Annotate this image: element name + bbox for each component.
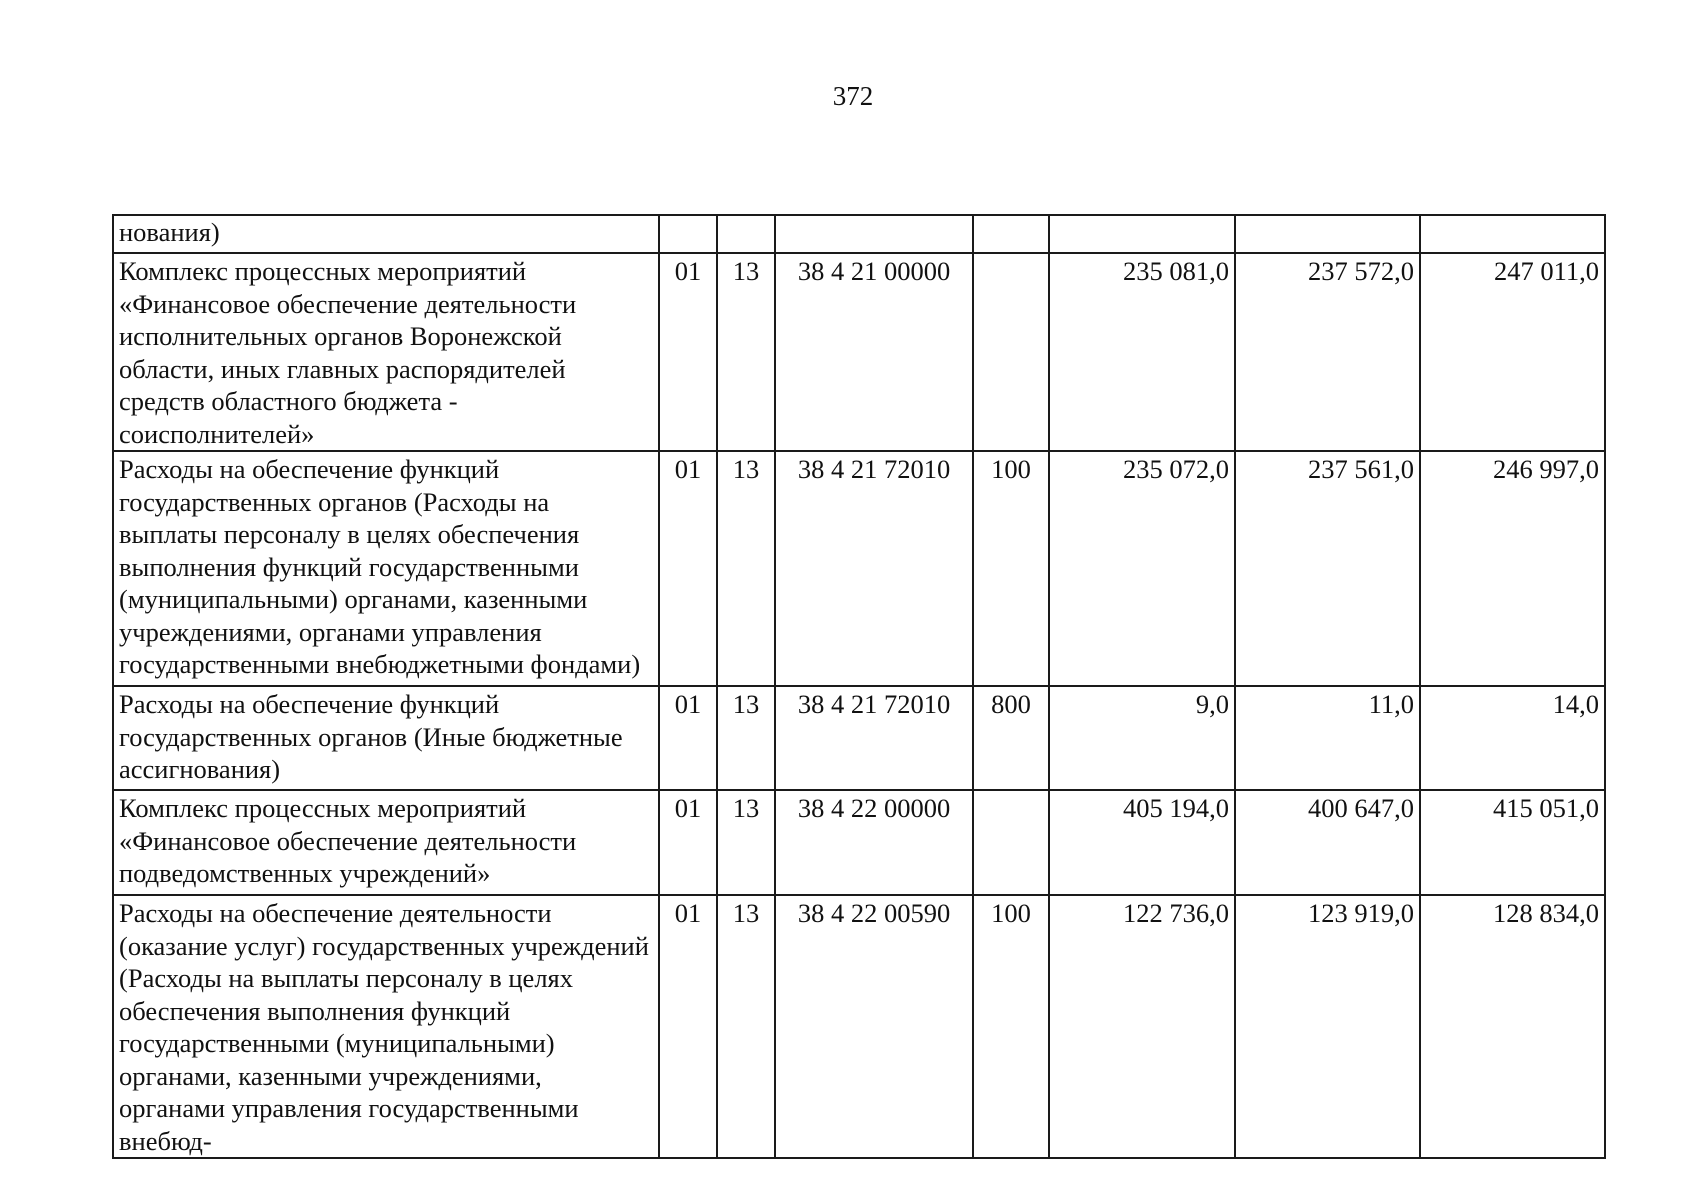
row-rz: 01 bbox=[659, 686, 717, 790]
row-csr: 38 4 21 72010 bbox=[775, 451, 973, 686]
row-sum-1: 235 081,0 bbox=[1049, 253, 1235, 451]
row-sum-3 bbox=[1420, 215, 1605, 253]
row-vr: 800 bbox=[973, 686, 1049, 790]
row-vr bbox=[973, 215, 1049, 253]
row-csr: 38 4 22 00000 bbox=[775, 790, 973, 895]
row-sum-2: 123 919,0 bbox=[1235, 895, 1420, 1158]
table-row bbox=[113, 790, 1605, 895]
row-sum-2 bbox=[1235, 215, 1420, 253]
row-description: Расходы на обеспечение функций государственных органов (Иные бюджетные ассигнования) bbox=[113, 686, 659, 790]
row-description: Расходы на обеспечение функций государственных органов (Расходы на выплаты персоналу в целях обеспечения выполнения функций государственными (муниципальными) органами, казенными учреждениями, органами управления государственными внебюджетными фондами) bbox=[113, 451, 659, 686]
row-sum-1: 122 736,0 bbox=[1049, 895, 1235, 1158]
table-row bbox=[113, 686, 1605, 790]
row-sum-3: 14,0 bbox=[1420, 686, 1605, 790]
row-csr: 38 4 22 00590 bbox=[775, 895, 973, 1158]
row-sum-3: 246 997,0 bbox=[1420, 451, 1605, 686]
table-row bbox=[113, 215, 1605, 253]
row-vr: 100 bbox=[973, 895, 1049, 1158]
page-number: 372 bbox=[832, 81, 874, 111]
row-sum-1: 405 194,0 bbox=[1049, 790, 1235, 895]
row-sum-1: 235 072,0 bbox=[1049, 451, 1235, 686]
row-rz: 01 bbox=[659, 895, 717, 1158]
row-sum-3: 415 051,0 bbox=[1420, 790, 1605, 895]
row-sum-2: 400 647,0 bbox=[1235, 790, 1420, 895]
row-sum-2: 237 561,0 bbox=[1235, 451, 1420, 686]
row-pr bbox=[717, 215, 775, 253]
row-pr: 13 bbox=[717, 451, 775, 686]
row-sum-1: 9,0 bbox=[1049, 686, 1235, 790]
row-sum-3: 247 011,0 bbox=[1420, 253, 1605, 451]
row-vr bbox=[973, 790, 1049, 895]
row-pr: 13 bbox=[717, 686, 775, 790]
row-vr bbox=[973, 253, 1049, 451]
row-csr: 38 4 21 72010 bbox=[775, 686, 973, 790]
row-pr: 13 bbox=[717, 790, 775, 895]
row-description: нования) bbox=[113, 215, 659, 253]
row-description: Расходы на обеспечение деятельности (оказание услуг) государственных учреждений (Расходы на выплаты персоналу в целях обеспечения выполнения функций государственными (муниципальными) органами, казенными учреждениями, органами управления государственными внебюд- bbox=[113, 895, 659, 1158]
row-pr: 13 bbox=[717, 895, 775, 1158]
row-sum-1 bbox=[1049, 215, 1235, 253]
row-rz: 01 bbox=[659, 790, 717, 895]
table-row bbox=[113, 451, 1605, 686]
row-rz bbox=[659, 215, 717, 253]
row-csr: 38 4 21 00000 bbox=[775, 253, 973, 451]
table-row bbox=[113, 895, 1605, 1158]
row-sum-2: 237 572,0 bbox=[1235, 253, 1420, 451]
row-rz: 01 bbox=[659, 451, 717, 686]
budget-table bbox=[112, 214, 1606, 1159]
row-sum-2: 11,0 bbox=[1235, 686, 1420, 790]
row-rz: 01 bbox=[659, 253, 717, 451]
row-csr bbox=[775, 215, 973, 253]
row-sum-3: 128 834,0 bbox=[1420, 895, 1605, 1158]
row-description: Комплекс процессных мероприятий «Финансовое обеспечение деятельности подведомственных учреждений» bbox=[113, 790, 659, 895]
table-row bbox=[113, 253, 1605, 451]
row-vr: 100 bbox=[973, 451, 1049, 686]
row-pr: 13 bbox=[717, 253, 775, 451]
row-description: Комплекс процессных мероприятий «Финансовое обеспечение деятельности исполнительных органов Воронежской области, иных главных распорядителей средств областного бюджета - соисполнителей» bbox=[113, 253, 659, 451]
